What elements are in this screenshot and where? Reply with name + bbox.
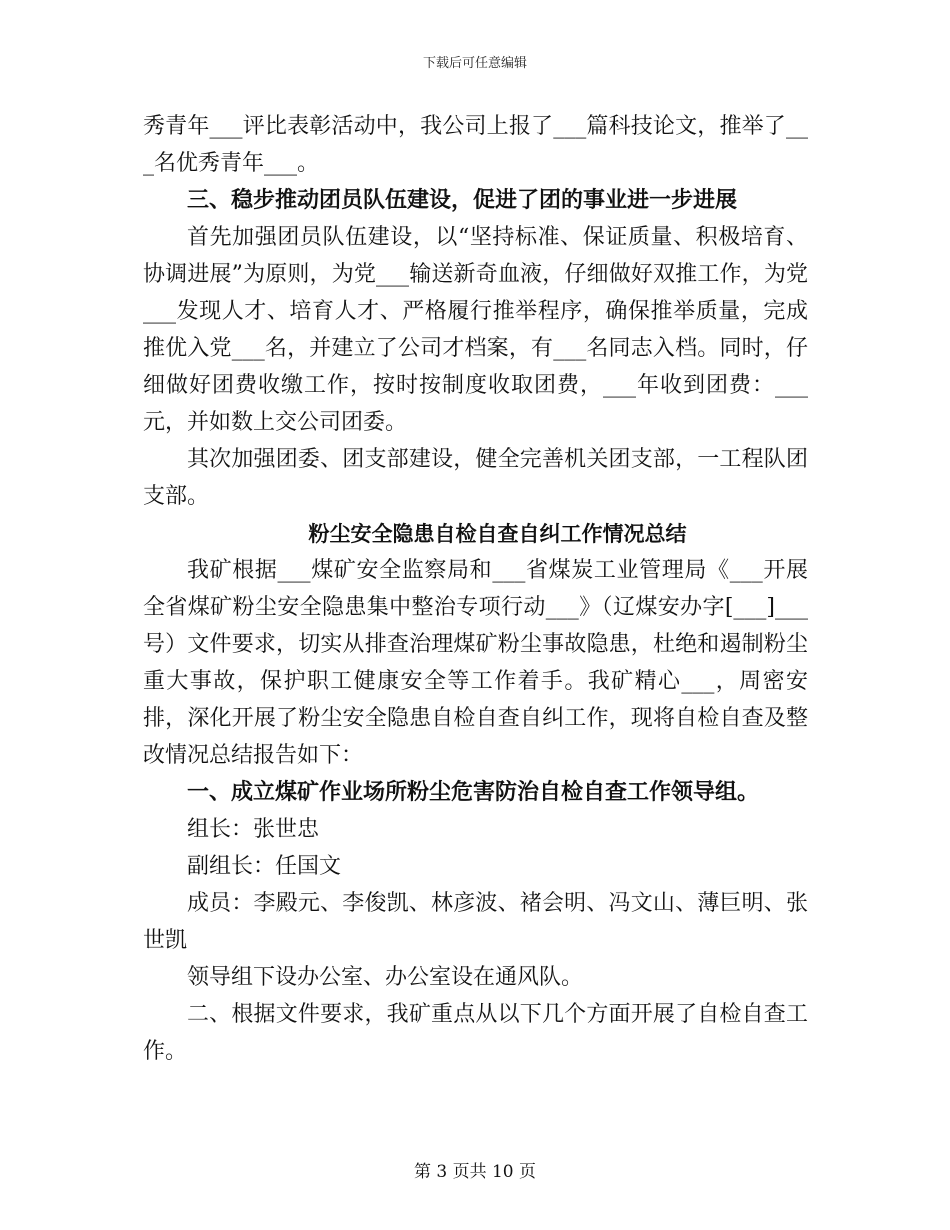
deputy-leader-line: 副组长：任国文 xyxy=(187,854,342,879)
office-line: 领导组下设办公室、办公室设在通风队。 xyxy=(187,965,584,990)
page-header: 下载后可任意编辑 xyxy=(422,56,527,71)
paragraph-intro: 我矿根据___煤矿安全监察局和___省煤炭工业管理局《___开展全省煤矿粉尘安全隐患集中整治专项行动___》（辽煤安办字[___]___号）文件要求，切实从排查治理煤矿粉尘事故隐患，杜绝和遏制粉尘重大事故，保护职工健康安全等工作着手。我矿精心___，周密安排，深化开展了粉尘安全隐患自检自查自纠工作，现将自检自查及整改情况总结报告如下： xyxy=(143,558,808,768)
members-line: 成员：李殿元、李俊凯、林彦波、褚会明、冯文山、薄巨明、张世凯 xyxy=(143,891,808,953)
section-heading-3: 三、稳步推动团员队伍建设，促进了团的事业进一步进展 xyxy=(187,187,738,213)
page-footer: 第 3 页共 10 页 xyxy=(413,1162,537,1182)
document-body xyxy=(143,108,808,1070)
paragraph-team-building: 首先加强团员队伍建设，以“坚持标准、保证质量、积极培育、协调进展”为原则，为党___输送新奇血液，仔细做好双推工作，为党___发现人才、培育人才、严格履行推举程序，确保推举质量，完成推优入党___名，并建立了公司才档案，有___名同志入档。同时，仔细做好团费收缴工作，按时按制度收取团费，___年收到团费：___元，并如数上交公司团委。 xyxy=(143,225,808,435)
paragraph-branch-building: 其次加强团委、团支部建设，健全完善机关团支部，一工程队团支部。 xyxy=(143,447,808,509)
section-heading-1: 一、成立煤矿作业场所粉尘危害防治自检自查工作领导组。 xyxy=(187,779,760,805)
document-title: 粉尘安全隐患自检自查自纠工作情况总结 xyxy=(308,521,687,546)
paragraph-continuation: 秀青年___评比表彰活动中，我公司上报了___篇科技论文，推举了___名优秀青年___。 xyxy=(143,114,808,176)
leader-line: 组长：张世忠 xyxy=(187,817,320,842)
section-heading-2: 二、根据文件要求，我矿重点从以下几个方面开展了自检自查工作。 xyxy=(143,1002,808,1064)
